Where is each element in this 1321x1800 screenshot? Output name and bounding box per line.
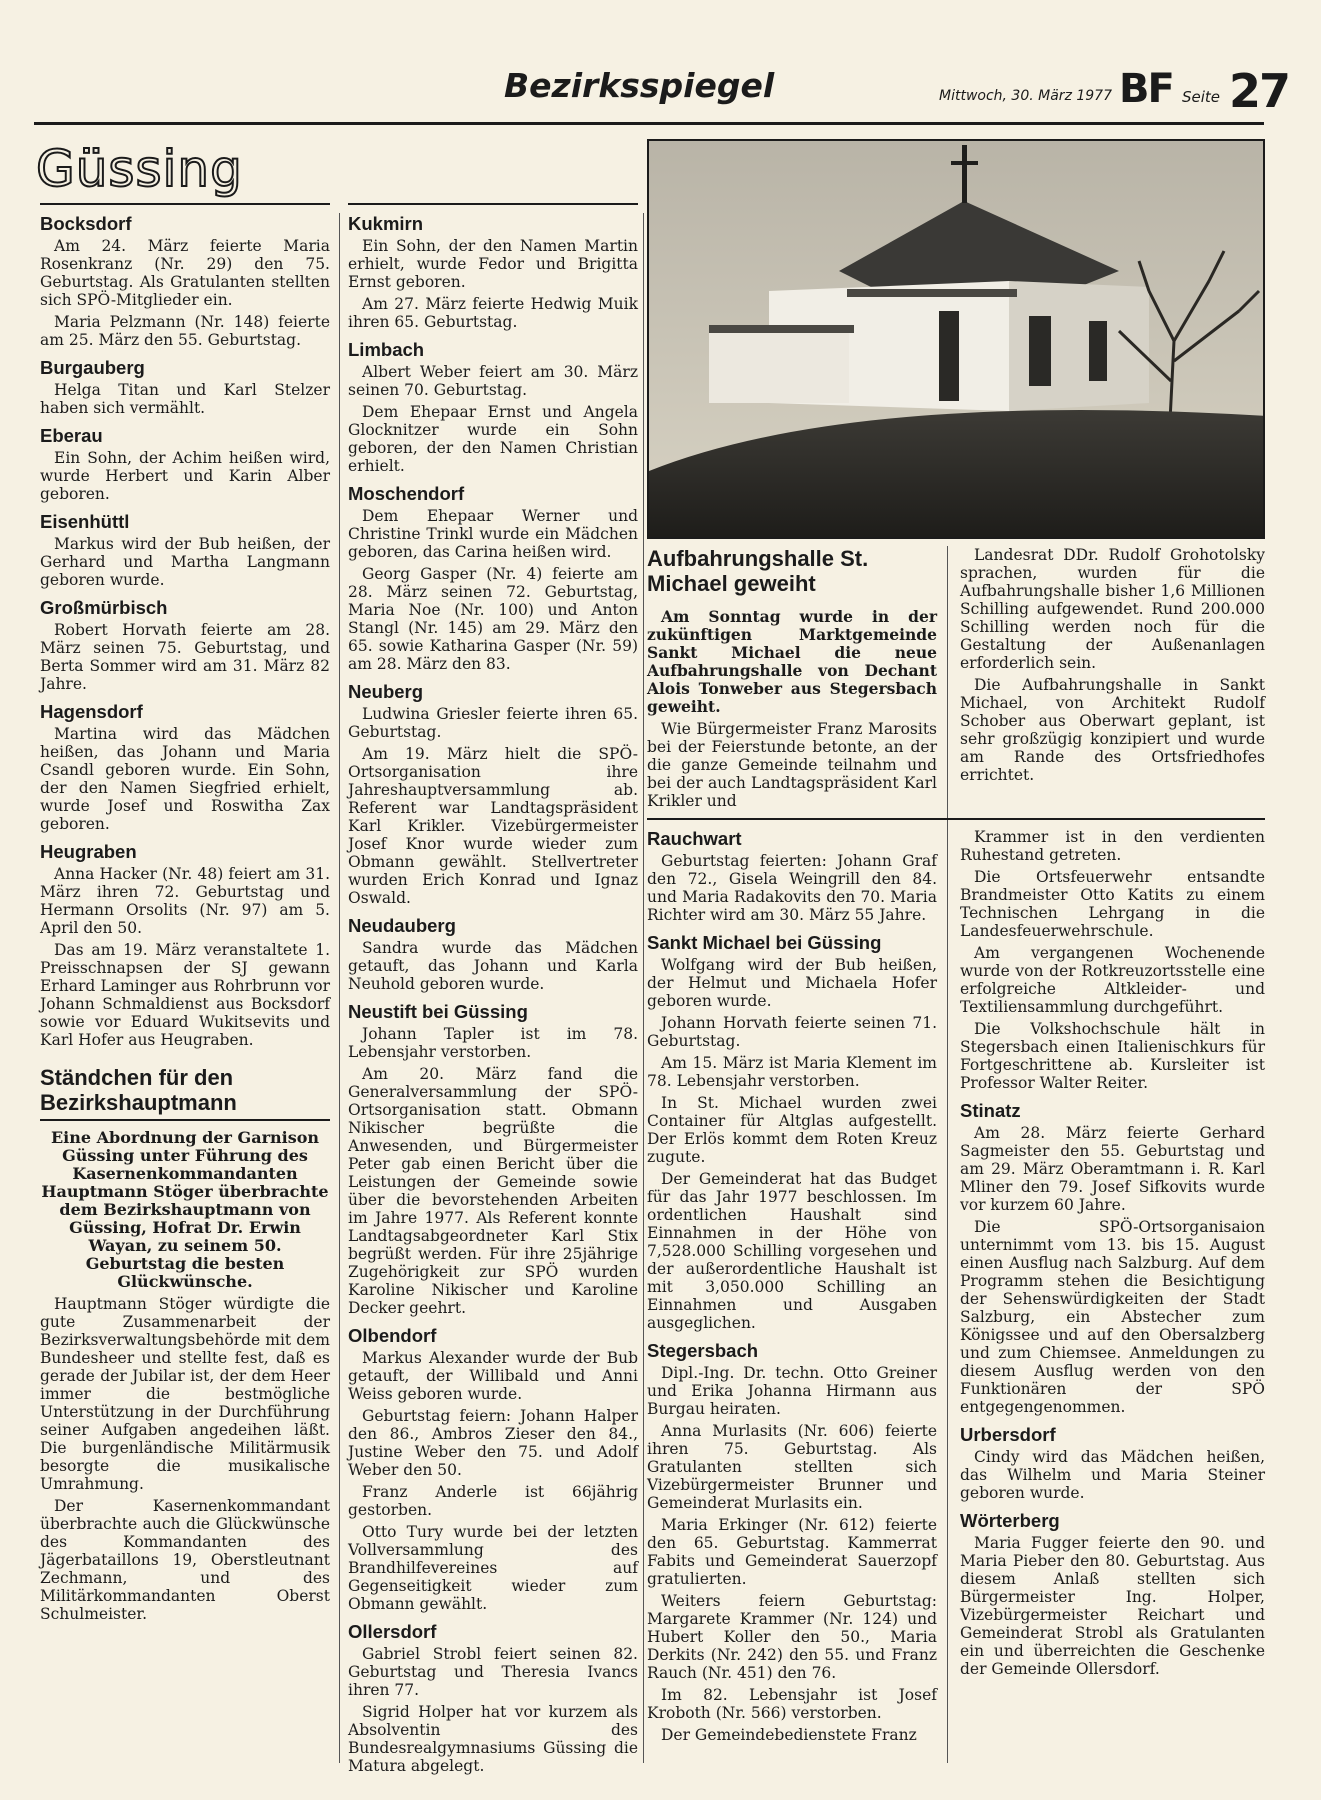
column-1-entries: [40, 213, 330, 1049]
news-paragraph: Otto Tury wurde bei der letzten Vollversammlung des Brandhilfevereines auf Gegenseitigkeit wieder zum Obmann gewählt.: [348, 1523, 638, 1613]
news-paragraph: Maria Pelzmann (Nr. 148) feierte am 25. März den 55. Geburtstag.: [40, 313, 330, 349]
column-2-entries: [348, 213, 638, 1775]
news-paragraph: Anna Murlasits (Nr. 606) feierte ihren 75. Geburtstag. Als Gratulanten stellten sich Vizebürgermeister Brunner und Gemeinderat Murlasits ein.: [647, 1422, 937, 1512]
news-paragraph: Sigrid Holper hat vor kurzem als Absolventin des Bundesrealgymnasiums Güssing die Matura abgelegt.: [348, 1703, 638, 1775]
news-paragraph: Georg Gasper (Nr. 4) feierte am 28. März seinen 72. Geburtstag, Maria Noe (Nr. 100) und Anton Stangl (Nr. 145) am 29. März den 65. sowie Katharina Gasper (Nr. 59) am 28. März den 83.: [348, 565, 638, 673]
news-paragraph: Am 19. März hielt die SPÖ-Ortsorganisation ihre Jahreshauptversammlung ab. Referent war Landtagspräsident Karl Krikler. Vizebürgermeister Josef Knor wurde wieder zum Obmann gewählt. Stellvertreter wurden Erich Konrad und Ignaz Oswald.: [348, 745, 638, 907]
locality-heading: Neuberg: [348, 681, 424, 702]
article-paragraph: Landesrat DDr. Rudolf Grohotolsky sprachen, wurden für die Aufbahrungshalle bisher 1,6 Millionen Schilling aufgewendet. Rund 200.000 Schilling werden noch für die Gestaltung der Außenanlagen erforderlich sein.: [960, 546, 1265, 672]
news-paragraph: Am 27. März feierte Hedwig Muik ihren 65. Geburtstag.: [348, 295, 638, 331]
column-1: [40, 213, 330, 1627]
news-paragraph: Weiters feiern Geburtstag: Margarete Krammer (Nr. 124) und Hubert Koller den 50., Maria Derkits (Nr. 242) den 55. und Franz Rauch (Nr. 451) den 76.: [647, 1592, 937, 1682]
news-paragraph: Ein Sohn, der Achim heißen wird, wurde Herbert und Karin Alber geboren.: [40, 449, 330, 503]
news-paragraph: Die Ortsfeuerwehr entsandte Brandmeister Otto Katits zu einem Technischen Lehrgang in die Landesfeuerwehrschule.: [960, 868, 1265, 940]
locality-heading: Burgauberg: [40, 357, 145, 378]
feature-body: [40, 1295, 330, 1623]
news-paragraph: Am vergangenen Wochenende wurde von der Rotkreuzortsstelle eine erfolgreiche Altkleider- und Textiliensammlung durchgeführt.: [960, 944, 1265, 1016]
news-paragraph: Der Gemeinderat hat das Budget für das Jahr 1977 beschlossen. Im ordentlichen Haushalt sind Einnahmen in der Höhe von 7,528.000 Schilling vorgesehen und der außerordentliche Haushalt ist mit 3,050.000 Schilling an Einnahmen und Ausgaben ausgeglichen.: [647, 1170, 937, 1332]
locality-heading: Sankt Michael bei Güssing: [647, 932, 882, 953]
news-paragraph: Am 15. März ist Maria Klement im 78. Lebensjahr verstorben.: [647, 1054, 937, 1090]
news-paragraph: Dem Ehepaar Ernst und Angela Glocknitzer wurde ein Sohn geboren, der den Namen Christian erhielt.: [348, 403, 638, 475]
locality-heading: Heugraben: [40, 841, 137, 862]
locality-heading: Hagensdorf: [40, 701, 143, 722]
news-paragraph: Wolfgang wird der Bub heißen, der Helmut und Michaela Hofer geboren wurde.: [647, 956, 937, 1010]
section-title: Bezirksspiegel: [504, 66, 775, 105]
column-3-entries: [647, 828, 937, 1744]
news-paragraph: Albert Weber feiert am 30. März seinen 70. Geburtstag.: [348, 363, 638, 399]
news-paragraph: Der Gemeindebedienstete Franz: [661, 1726, 917, 1744]
locality-heading: Urbersdorf: [960, 1424, 1056, 1445]
news-paragraph: Die Volkshochschule hält in Stegersbach einen Italienischkurs für Fortgeschrittene ab. Kursleiter ist Professor Walter Reiter.: [960, 1020, 1265, 1092]
news-paragraph: Das am 19. März veranstaltete 1. Preisschnapsen der SJ gewann Erhard Laminger aus Rohrbrunn vor Johann Schmaldienst aus Bocksdorf sowie vor Eduard Wukitsevits und Karl Hofer aus Heugraben.: [40, 941, 330, 1049]
article-rule: [647, 818, 1265, 820]
newspaper-logo: BF: [1119, 66, 1173, 112]
news-paragraph: Markus wird der Bub heißen, der Gerhard und Martha Langmann geboren wurde.: [40, 535, 330, 589]
article-paragraph: Wie Bürgermeister Franz Marosits bei der Feierstunde betonte, an der die ganze Gemeinde teilnahm und bei der auch Landtagspräsident Karl Krikler und: [647, 720, 937, 810]
news-paragraph: Dipl.-Ing. Dr. techn. Otto Greiner und Erika Johanna Hirmann aus Burgau heiraten.: [647, 1364, 937, 1418]
article-left: [647, 546, 937, 814]
column-separator: [947, 546, 948, 1763]
locality-heading: Kukmirn: [348, 213, 424, 234]
news-paragraph: Geburtstag feiern: Johann Halper den 86., Ambros Zieser den 84., Justine Weber den 75. und Adolf Weber den 50.: [348, 1407, 638, 1479]
locality-heading: Neustift bei Güssing: [348, 1001, 528, 1022]
article-paragraph: Der Kasernenkommandant überbrachte auch die Glückwünsche des Kommandanten des Jägerbataillons 19, Oberstleutnant Zechmann, und des Militärkommandanten Oberst Schulmeister.: [40, 1497, 330, 1623]
column-separator: [339, 213, 340, 1763]
chapel-photo: [647, 139, 1265, 539]
page-number: 27: [1229, 64, 1290, 118]
article-paragraph: Die Aufbahrungshalle in Sankt Michael, von Architekt Rudolf Schober aus Oberwart geplant, ist sehr großzügig konzipiert und wurde am Rande des Ortsfriedhofes errichtet.: [960, 676, 1265, 784]
news-paragraph: Johann Horvath feierte seinen 71. Geburtstag.: [647, 1014, 937, 1050]
article-right: [960, 546, 1265, 788]
news-paragraph: Sandra wurde das Mädchen getauft, das Johann und Karla Neuhold geboren wurde.: [348, 939, 638, 993]
news-paragraph: Geburtstag feierten: Johann Graf den 72., Gisela Weingrill den 84. und Maria Radakovits den 70. Maria Richter wird am 30. März 55 Jahre.: [647, 852, 937, 924]
locality-heading: Moschendorf: [348, 483, 465, 504]
region-title: Güssing: [36, 140, 243, 198]
feature-lead: Eine Abordnung der Garnison Güssing unter Führung des Kasernenkommandanten Hauptmann Stöger überbrachte dem Bezirkshauptmann von Güssing, Hofrat Dr. Erwin Wayan, zu seinem 50. Geburtstag die besten Glückwünsche.: [41, 1128, 329, 1291]
locality-heading: Bocksdorf: [40, 213, 132, 234]
masthead: [34, 64, 1290, 125]
column-2: [348, 213, 638, 1779]
locality-heading: Ollersdorf: [348, 1621, 437, 1642]
news-paragraph: Maria Fugger feierte den 90. und Maria Pieber den 80. Geburtstag. Aus diesem Anlaß stellten sich Bürgermeister Ing. Holper, Vizebürgermeister Reichart und Gemeinderat Strobl als Gratulanten ein und überreichten die Geschenke der Gemeinde Ollersdorf.: [960, 1534, 1265, 1678]
mortuary-hall-image: [649, 141, 1265, 539]
column-separator: [643, 213, 644, 1763]
news-paragraph: Anna Hacker (Nr. 48) feiert am 31. März ihren 72. Geburtstag und Hermann Orsolits (Nr. 97) am 5. April den 50.: [40, 865, 330, 937]
news-paragraph: Im 82. Lebensjahr ist Josef Kroboth (Nr. 566) verstorben.: [647, 1686, 937, 1722]
column-3: [647, 828, 937, 1748]
issue-date: Mittwoch, 30. März 1977: [939, 88, 1112, 104]
article-body-left: [647, 720, 937, 810]
news-paragraph: Dem Ehepaar Werner und Christine Trinkl wurde ein Mädchen geboren, das Carina heißen wird.: [348, 507, 638, 561]
locality-heading: Olbendorf: [348, 1325, 437, 1346]
feature-title: Ständchen für den Bezirkshauptmann: [40, 1065, 330, 1121]
page-label: Seite: [1182, 88, 1221, 106]
locality-heading: Wörterberg: [960, 1510, 1060, 1531]
news-paragraph: Am 28. März feierte Gerhard Sagmeister den 55. Geburtstag und am 29. März Oberamtmann i. R. Karl Mliner den 79. Josef Sifkovits wurde vor kurzem 60 Jahre.: [960, 1124, 1265, 1214]
news-paragraph: Maria Erkinger (Nr. 612) feierte den 65. Geburtstag. Kammerrat Fabits und Gemeinderat Sauerzopf gratulierten.: [647, 1516, 937, 1588]
news-paragraph: Am 20. März fand die Generalversammlung der SPÖ-Ortsorganisation statt. Obmann Nikischer begrüßte die Anwesenden, und Bürgermeister Peter gab einen Bericht über die Leistungen der Gemeinde sowie über die bevorstehenden Arbeiten im Jahre 1977. Als Referent konnte Landtagsabgeordneter Karl Stix begrüßt werden. Für ihre 25jährige Zugehörigkeit zur SPÖ wurden Karoline Nikischer und Karoline Decker geehrt.: [348, 1065, 638, 1317]
locality-heading: Eberau: [40, 425, 103, 446]
news-paragraph: Cindy wird das Mädchen heißen, das Wilhelm und Maria Steiner geboren wurde.: [960, 1448, 1265, 1502]
news-paragraph: Gabriel Strobl feiert seinen 82. Geburtstag und Theresia Ivancs ihren 77.: [348, 1645, 638, 1699]
locality-heading: Großmürbisch: [40, 597, 168, 618]
article-paragraph: Hauptmann Stöger würdigte die gute Zusammenarbeit der Bezirksverwaltungsbehörde mit dem Bundesheer und stellte fest, daß es gerade der Jubilar ist, der dem Heer immer die bestmögliche Unterstützung in der Durchführung seiner Aufgaben angedeihen läßt. Die burgenländische Militärmusik besorgte die musikalische Umrahmung.: [40, 1295, 330, 1493]
locality-heading: Neudauberg: [348, 915, 456, 936]
news-paragraph: Martina wird das Mädchen heißen, das Johann und Maria Csandl geboren wurde. Ein Sohn, der den Namen Siegfried erhielt, wurde Josef und Roswitha Zax geboren.: [40, 725, 330, 833]
locality-heading: Eisenhüttl: [40, 511, 130, 532]
article-title: Aufbahrungshalle St. Michael geweiht: [647, 546, 869, 596]
news-paragraph: Ein Sohn, der den Namen Martin erhielt, wurde Fedor und Brigitta Ernst geboren.: [348, 237, 638, 291]
news-paragraph: Krammer ist in den verdienten Ruhestand getreten.: [960, 828, 1265, 864]
article-body-right: [960, 546, 1265, 784]
column-4: [960, 828, 1265, 1682]
locality-heading: Stegersbach: [647, 1340, 759, 1361]
locality-heading: Limbach: [348, 339, 425, 360]
region-rule-col1: [40, 203, 330, 205]
news-paragraph: Ludwina Griesler feierte ihren 65. Geburtstag.: [348, 705, 638, 741]
news-paragraph: Robert Horvath feierte am 28. März seinen 75. Geburtstag, und Berta Sommer wird am 31. März 82 Jahre.: [40, 621, 330, 693]
article-lead: Am Sonntag wurde in der zukünftigen Marktgemeinde Sankt Michael die neue Aufbahrungshalle von Dechant Alois Tonweber aus Stegersbach geweiht.: [647, 607, 937, 716]
region-rule-col2: [348, 203, 638, 205]
locality-heading: Stinatz: [960, 1100, 1021, 1121]
news-paragraph: In St. Michael wurden zwei Container für Altglas aufgestellt. Der Erlös kommt dem Roten Kreuz zugute.: [647, 1094, 937, 1166]
news-paragraph: Franz Anderle ist 66jährig gestorben.: [348, 1483, 638, 1519]
locality-heading: Rauchwart: [647, 828, 742, 849]
column-4-entries: [960, 828, 1265, 1678]
news-paragraph: Die SPÖ-Ortsorganisaion unternimmt vom 13. bis 15. August einen Ausflug nach Salzburg. Auf dem Programm stehen die Besichtigung der Sehenswürdigkeiten der Stadt Salzburg, ein Abstecher zum Königssee und auf den Obersalzberg und zum Chiemsee. Anmeldungen zu diesem Ausflug werden von den Funktionären der SPÖ entgegengenommen.: [960, 1218, 1265, 1416]
news-paragraph: Helga Titan und Karl Stelzer haben sich vermählt.: [40, 381, 330, 417]
news-paragraph: Johann Tapler ist im 78. Lebensjahr verstorben.: [348, 1025, 638, 1061]
news-paragraph: Markus Alexander wurde der Bub getauft, der Willibald und Anni Weiss geboren wurde.: [348, 1349, 638, 1403]
news-paragraph: Am 24. März feierte Maria Rosenkranz (Nr. 29) den 75. Geburtstag. Als Gratulanten stellten sich SPÖ-Mitglieder ein.: [40, 237, 330, 309]
